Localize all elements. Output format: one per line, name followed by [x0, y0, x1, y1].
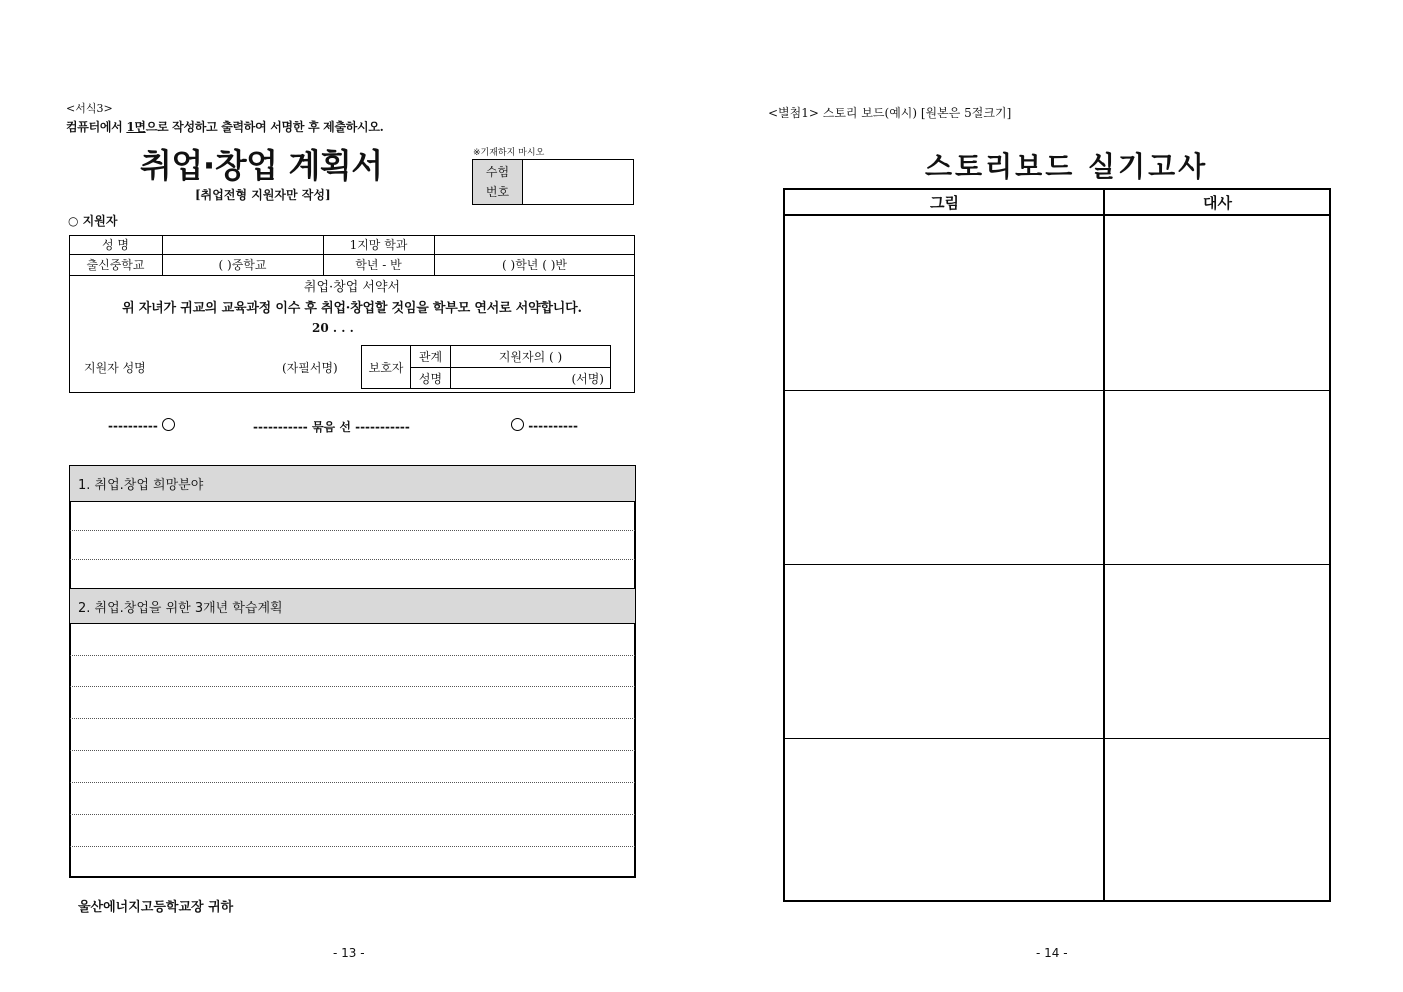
instruction-post: 으로 작성하고 출력하여 서명한 후 제출하시오.	[145, 120, 384, 134]
pledge-date: 20 . . .	[312, 321, 354, 335]
name-label: 성 명	[69, 235, 163, 255]
name-field[interactable]	[162, 235, 324, 255]
binding-dash-left: ----------	[108, 419, 158, 433]
storyboard-picture-cell-3[interactable]	[785, 565, 1103, 738]
writing-line	[70, 814, 635, 815]
writing-line	[70, 750, 635, 751]
guardian-label: 보호자	[361, 345, 411, 389]
instruction-text	[66, 118, 384, 135]
guardian-sign-field[interactable]: (서명)	[450, 367, 611, 389]
appendix-label: <별첨1> 스토리 보드(예시) [원본은 5절크기]	[768, 106, 1012, 120]
relation-label: 관계	[410, 345, 451, 368]
storyboard-dialogue-cell-3[interactable]	[1105, 565, 1329, 738]
writing-line	[70, 846, 635, 847]
pledge-title: 취업·창업 서약서	[303, 280, 401, 295]
dept-label: 1지망 학과	[323, 235, 435, 255]
section-heading-2: 2. 취업.창업을 위한 3개년 학습계획	[70, 588, 635, 624]
storyboard-dialogue-cell-4[interactable]	[1105, 739, 1329, 900]
exam-label-line1: 수험	[485, 165, 510, 179]
exam-number-box	[472, 159, 634, 205]
grade-label: 학년 - 반	[323, 254, 435, 276]
writing-line	[70, 686, 635, 687]
applicant-sign-label: 지원자 성명	[84, 361, 146, 375]
writing-line	[70, 782, 635, 783]
writing-line	[70, 530, 635, 531]
exam-label-line2: 번호	[485, 185, 510, 199]
exam-number-label	[473, 160, 523, 204]
addressee-footer: 울산에너지고등학교장 귀하	[78, 900, 234, 915]
punch-hole-icon	[511, 418, 524, 431]
pledge-text: 위 자녀가 귀교의 교육과정 이수 후 취업·창업할 것임을 학부모 연서로 서약합니다.	[122, 301, 582, 316]
dept-field[interactable]	[434, 235, 635, 255]
binding-line-left	[108, 418, 175, 433]
page-title: 취업·창업 계획서	[140, 146, 383, 185]
guardian-name-label: 성명	[410, 367, 451, 389]
page-number-right: - 14 -	[1036, 946, 1068, 960]
instruction-pre: 컴퓨터에서	[66, 120, 127, 134]
storyboard-dialogue-cell-2[interactable]	[1105, 391, 1329, 564]
grade-field[interactable]: ( )학년 ( )반	[434, 254, 635, 276]
binding-line-right	[511, 418, 578, 433]
school-field[interactable]: ( )중학교	[162, 254, 324, 276]
section-heading-1: 1. 취업.창업 희망분야	[70, 466, 635, 502]
storyboard-dialogue-cell-1[interactable]	[1105, 216, 1329, 390]
storyboard-picture-cell-4[interactable]	[785, 739, 1103, 900]
relation-field[interactable]: 지원자의 ( )	[450, 345, 611, 368]
no-write-note: ※기재하지 마시오	[473, 148, 545, 158]
binding-dash-right: ----------	[528, 419, 578, 433]
storyboard-picture-cell-2[interactable]	[785, 391, 1103, 564]
applicant-heading: ○ 지원자	[68, 214, 118, 228]
column-header-dialogue: 대사	[1203, 193, 1232, 212]
form-tag: <서식3>	[66, 102, 113, 115]
page-number-left: - 13 -	[333, 946, 365, 960]
writing-line	[70, 655, 635, 656]
binding-line-center: ----------- 묶음 선 -----------	[253, 420, 410, 434]
instruction-underlined: 1면	[126, 120, 146, 134]
column-header-picture: 그림	[930, 193, 959, 212]
page-subtitle: [취업전형 지원자만 작성]	[195, 188, 331, 202]
writing-line	[70, 559, 635, 560]
plan-box	[69, 465, 636, 878]
writing-line	[70, 718, 635, 719]
punch-hole-icon	[162, 418, 175, 431]
school-label: 출신중학교	[69, 254, 163, 276]
storyboard-picture-cell-1[interactable]	[785, 216, 1103, 390]
self-sign-label[interactable]: (자필서명)	[282, 361, 338, 375]
storyboard-title: 스토리보드 실기고사	[925, 150, 1209, 183]
